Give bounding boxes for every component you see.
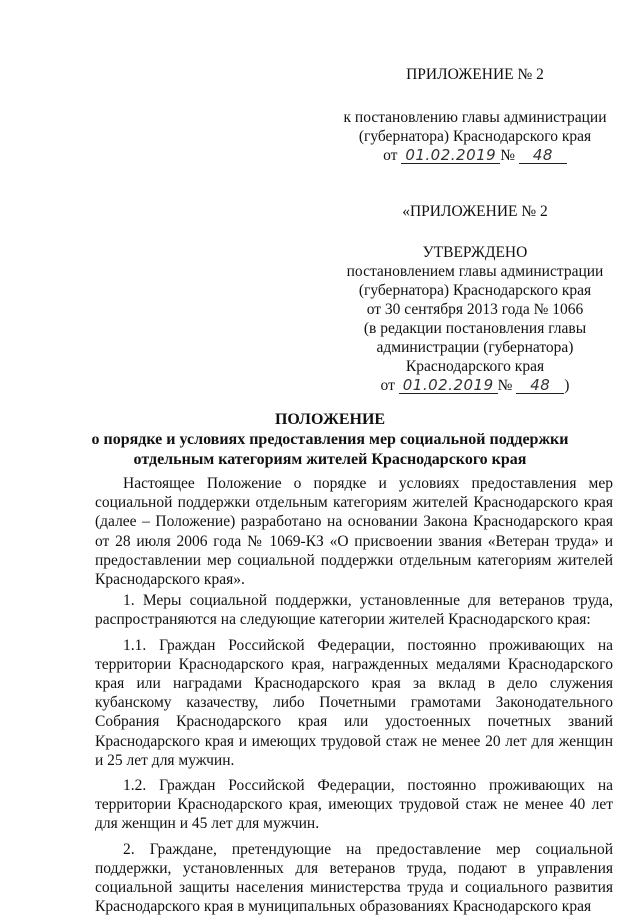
header-line-1: к постановлению главы администрации	[343, 109, 607, 126]
handwritten-date: 01.02.2019	[401, 147, 500, 164]
approval-number-sign: №	[497, 377, 513, 394]
document-body	[95, 474, 613, 918]
approval-line-6: Краснодарского края	[405, 358, 545, 375]
paragraph-1-1: 1.1. Граждан Российской Федерации, постоянно проживающих на территории Краснодарского края, награжденных медалями Краснодарского края или наградами Краснодарского края за вклад в дело служения кубанскому казачеству, либо Почетными грамотами Законодательного Собрания Краснодарского края или удостоенных почетных званий Краснодарского края и имеющих трудовой стаж не менее 20 лет для женщин и 25 лет для мужчин.	[95, 636, 613, 769]
handwritten-number: 48	[519, 147, 567, 164]
title-line-1: ПОЛОЖЕНИЕ	[274, 411, 386, 428]
approval-line-2: (губернатора) Краснодарского края	[358, 282, 592, 299]
header-line-2: (губернатора) Краснодарского края	[358, 128, 592, 145]
appendix-title: ПРИЛОЖЕНИЕ № 2	[406, 66, 544, 83]
appendix-header	[330, 65, 620, 165]
approval-closing-paren: )	[564, 377, 570, 394]
approval-appendix-title: «ПРИЛОЖЕНИЕ № 2	[402, 203, 548, 220]
approval-line-3: от 30 сентября 2013 года № 1066	[366, 301, 584, 318]
title-line-3: отдельным категориям жителей Краснодарского края	[133, 451, 527, 468]
approval-handwritten-number: 48	[516, 377, 564, 394]
approved-word: УТВЕРЖДЕНО	[422, 244, 528, 261]
number-sign: №	[500, 147, 515, 164]
title-line-2: о порядке и условиях предоставления мер социальной поддержки	[91, 431, 569, 448]
date-prefix: от	[383, 147, 398, 164]
paragraph-1: 1. Меры социальной поддержки, установленные для ветеранов труда, распространяются на следующие категории жителей Краснодарского края:	[95, 592, 613, 629]
paragraph-intro: Настоящее Положение о порядке и условиях предоставления мер социальной поддержки отдельным категориям жителей Краснодарского края (далее – Положение) разработано на основании Закона Краснодарского края от 28 июля 2006 года № 1069-КЗ «О присвоении звания «Ветеран труда» и предоставлении мер социальной поддержки отдельным категориям жителей Краснодарского края».	[95, 475, 613, 589]
document-title	[60, 410, 600, 470]
approval-block	[330, 202, 620, 395]
approval-handwritten-date: 01.02.2019	[399, 377, 498, 394]
approval-line-1: постановлением главы администрации	[346, 263, 604, 280]
approval-date-prefix: от	[380, 377, 395, 394]
paragraph-2: 2. Граждане, претендующие на предоставление мер социальной поддержки, установленных для ветеранов труда, подают в управления социальной защиты населения министерства труда и социального развития Краснодарского края в муниципальных образованиях Краснодарского края	[95, 840, 613, 916]
approval-line-5: администрации (губернатора)	[376, 339, 574, 356]
paragraph-1-2: 1.2. Граждан Российской Федерации, постоянно проживающих на территории Краснодарского края, имеющих трудовой стаж не менее 40 лет для женщин и 45 лет для мужчин.	[95, 777, 613, 833]
approval-date-line	[330, 376, 620, 395]
approval-line-4: (в редакции постановления главы	[363, 320, 587, 337]
header-date-line	[330, 146, 620, 165]
